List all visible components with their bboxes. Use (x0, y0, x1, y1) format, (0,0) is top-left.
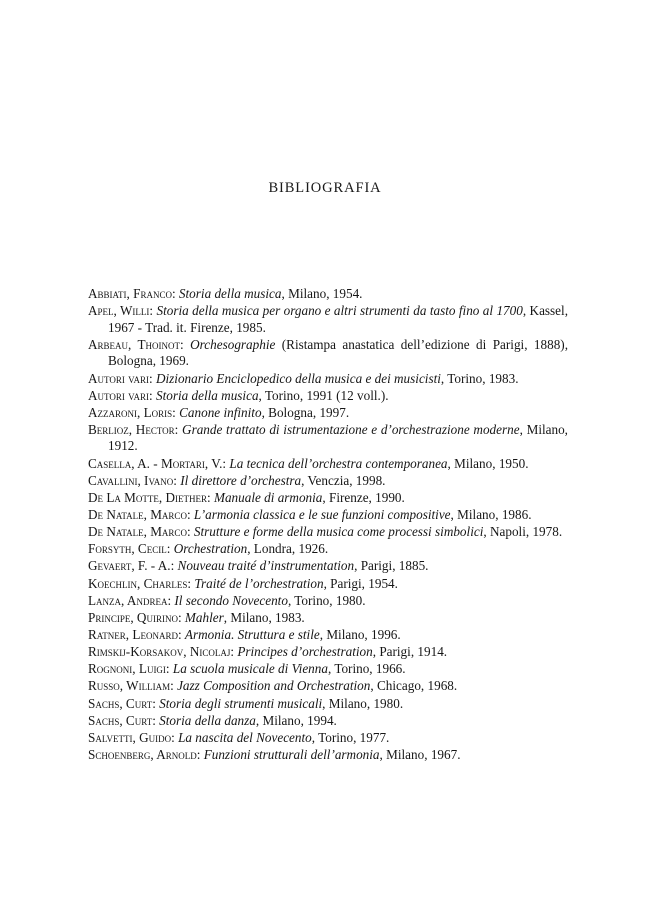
entry-author: Principe, Quirino: (88, 609, 182, 625)
bibliography-entry (88, 371, 568, 388)
entry-publication-info: , Kassel, 1967 - Trad. it. Firenze, 1985. (108, 303, 568, 335)
entry-publication-info: , Venczia, 1998. (301, 472, 386, 488)
page-title: BIBLIOGRAFIA (268, 180, 382, 196)
entry-author: Autori vari: (88, 387, 153, 403)
entry-title: La nascita del Novecento (178, 729, 312, 745)
entry-title: Armonia. Struttura e stile (184, 627, 320, 643)
entry-author: Russo, William: (88, 678, 174, 694)
entry-title: Strutture e forme della musica come processi simbolici (193, 524, 484, 540)
bibliography-entry (88, 524, 568, 541)
entry-title: Il direttore d’orchestra (180, 472, 302, 488)
entry-author: Rognoni, Luigi: (88, 661, 170, 677)
entry-author: Abbiati, Franco: (88, 286, 176, 301)
entry-publication-info: , Milano, 1912. (108, 421, 568, 454)
entry-author: Cavallini, Ivano: (88, 472, 177, 488)
entry-publication-info: , Milano, 1983. (223, 609, 305, 625)
bibliography-entry (88, 473, 568, 490)
entry-title: Nouveau traité d’instrumentation (177, 558, 355, 574)
bibliography-entry (88, 730, 568, 747)
entry-publication-info: , Torino, 1983. (440, 370, 519, 386)
bibliography-list (88, 286, 568, 764)
entry-publication-info: , Torino, 1991 (12 voll.). (258, 387, 389, 403)
entry-author: Koechlin, Charles: (88, 575, 192, 591)
entry-title: Storia della musica (178, 286, 282, 301)
entry-publication-info: , Torino, 1977. (311, 729, 390, 745)
bibliography-entry (88, 541, 568, 558)
entry-author: Berlioz, Hector: (88, 421, 179, 437)
entry-publication-info: , Milano, 1994. (255, 712, 337, 728)
entry-author: Ratner, Leonard: (88, 627, 182, 643)
entry-title: Orchesographie (190, 336, 276, 352)
entry-author: De Natale, Marco: (88, 507, 191, 523)
bibliography-entry (88, 576, 568, 593)
bibliography-entry (88, 456, 568, 473)
bibliography-entry (88, 303, 568, 336)
entry-publication-info: , Torino, 1966. (327, 661, 406, 677)
bibliography-entry (88, 627, 568, 644)
entry-publication-info: (Ristampa anastatica dell’edizione di Parigi, 1888), Bologna, 1969. (108, 336, 568, 369)
bibliography-entry (88, 678, 568, 695)
bibliography-entry (88, 558, 568, 575)
entry-author: Azzaroni, Loris: (88, 404, 176, 420)
entry-author: Schoenberg, Arnold: (88, 747, 201, 763)
entry-author: De Natale, Marco: (88, 524, 191, 540)
entry-author: Apel, Willi: (88, 303, 154, 319)
entry-title: Il secondo Novecento (174, 592, 288, 608)
bibliography-entry (88, 286, 568, 303)
bibliography-entry (88, 593, 568, 610)
entry-publication-info: , Milano, 1967. (379, 747, 461, 763)
bibliography-entry (88, 507, 568, 524)
entry-publication-info: , Milano, 1950. (447, 455, 529, 471)
entry-title: Storia della danza (159, 712, 256, 728)
entry-title: Mahler (184, 609, 224, 625)
entry-author: Gevaert, F. - A.: (88, 558, 175, 574)
entry-author: Casella, A. - Mortari, V.: (88, 455, 227, 471)
bibliography-entry (88, 644, 568, 661)
entry-author: Autori vari: (88, 370, 153, 386)
entry-publication-info: , Parigi, 1954. (323, 575, 398, 591)
entry-author: Forsyth, Cecil: (88, 541, 171, 557)
entry-author: Arbeau, Thoinot: (88, 336, 184, 352)
entry-publication-info: , Milano, 1986. (450, 507, 532, 523)
entry-title: Canone infinito (179, 404, 262, 420)
entry-author: Salvetti, Guido: (88, 729, 175, 745)
entry-title: La tecnica dell’orchestra contemporanea (229, 455, 448, 471)
entry-title: L’armonia classica e le sue funzioni compositive (193, 507, 451, 523)
entry-publication-info: , Torino, 1980. (287, 592, 366, 608)
entry-author: Sachs, Curt: (88, 695, 156, 711)
bibliography-entry (88, 337, 568, 370)
entry-publication-info: , Milano, 1996. (319, 627, 401, 643)
entry-author: Lanza, Andrea: (88, 592, 172, 608)
bibliography-entry (88, 405, 568, 422)
entry-publication-info: , Londra, 1926. (247, 541, 329, 557)
entry-publication-info: , Firenze, 1990. (322, 489, 405, 505)
bibliography-entry (88, 747, 568, 764)
bibliography-entry (88, 713, 568, 730)
entry-title: Jazz Composition and Orchestration (177, 678, 371, 694)
entry-author: Sachs, Curt: (88, 712, 156, 728)
entry-title: Storia della musica per organo e altri strumenti da tasto fino al 1700 (156, 303, 523, 319)
entry-publication-info: , Napoli, 1978. (483, 524, 563, 540)
bibliography-entry (88, 661, 568, 678)
entry-publication-info: , Chicago, 1968. (370, 678, 458, 694)
bibliography-entry (88, 490, 568, 507)
entry-title: Traité de l’orchestration (194, 575, 324, 591)
bibliography-entry (88, 422, 568, 455)
bibliography-entry (88, 610, 568, 627)
entry-title: La scuola musicale di Vienna (172, 661, 328, 677)
entry-publication-info: , Milano, 1980. (322, 695, 404, 711)
entry-title: Orchestration (173, 541, 248, 557)
entry-publication-info: , Parigi, 1914. (372, 644, 448, 660)
entry-title: Storia della musica (155, 387, 259, 403)
entry-title: Principes d’orchestration (237, 644, 373, 660)
entry-title: Storia degli strumenti musicali (159, 695, 323, 711)
bibliography-entry (88, 696, 568, 713)
entry-title: Manuale di armonia (213, 489, 323, 505)
entry-title: Grande trattato di istrumentazione e d’orchestrazione moderne (182, 421, 520, 437)
entry-publication-info: , Milano, 1954. (281, 286, 363, 301)
entry-author: Rimskij-Korsakov, Nicolaj: (88, 644, 235, 660)
bibliography-entry (88, 388, 568, 405)
entry-title: Funzioni strutturali dell’armonia (203, 747, 380, 763)
entry-publication-info: , Bologna, 1997. (261, 404, 350, 420)
entry-title: Dizionario Enciclopedico della musica e dei musicisti (155, 370, 441, 386)
entry-publication-info: , Parigi, 1885. (354, 558, 429, 574)
entry-author: De La Motte, Diether: (88, 489, 211, 505)
